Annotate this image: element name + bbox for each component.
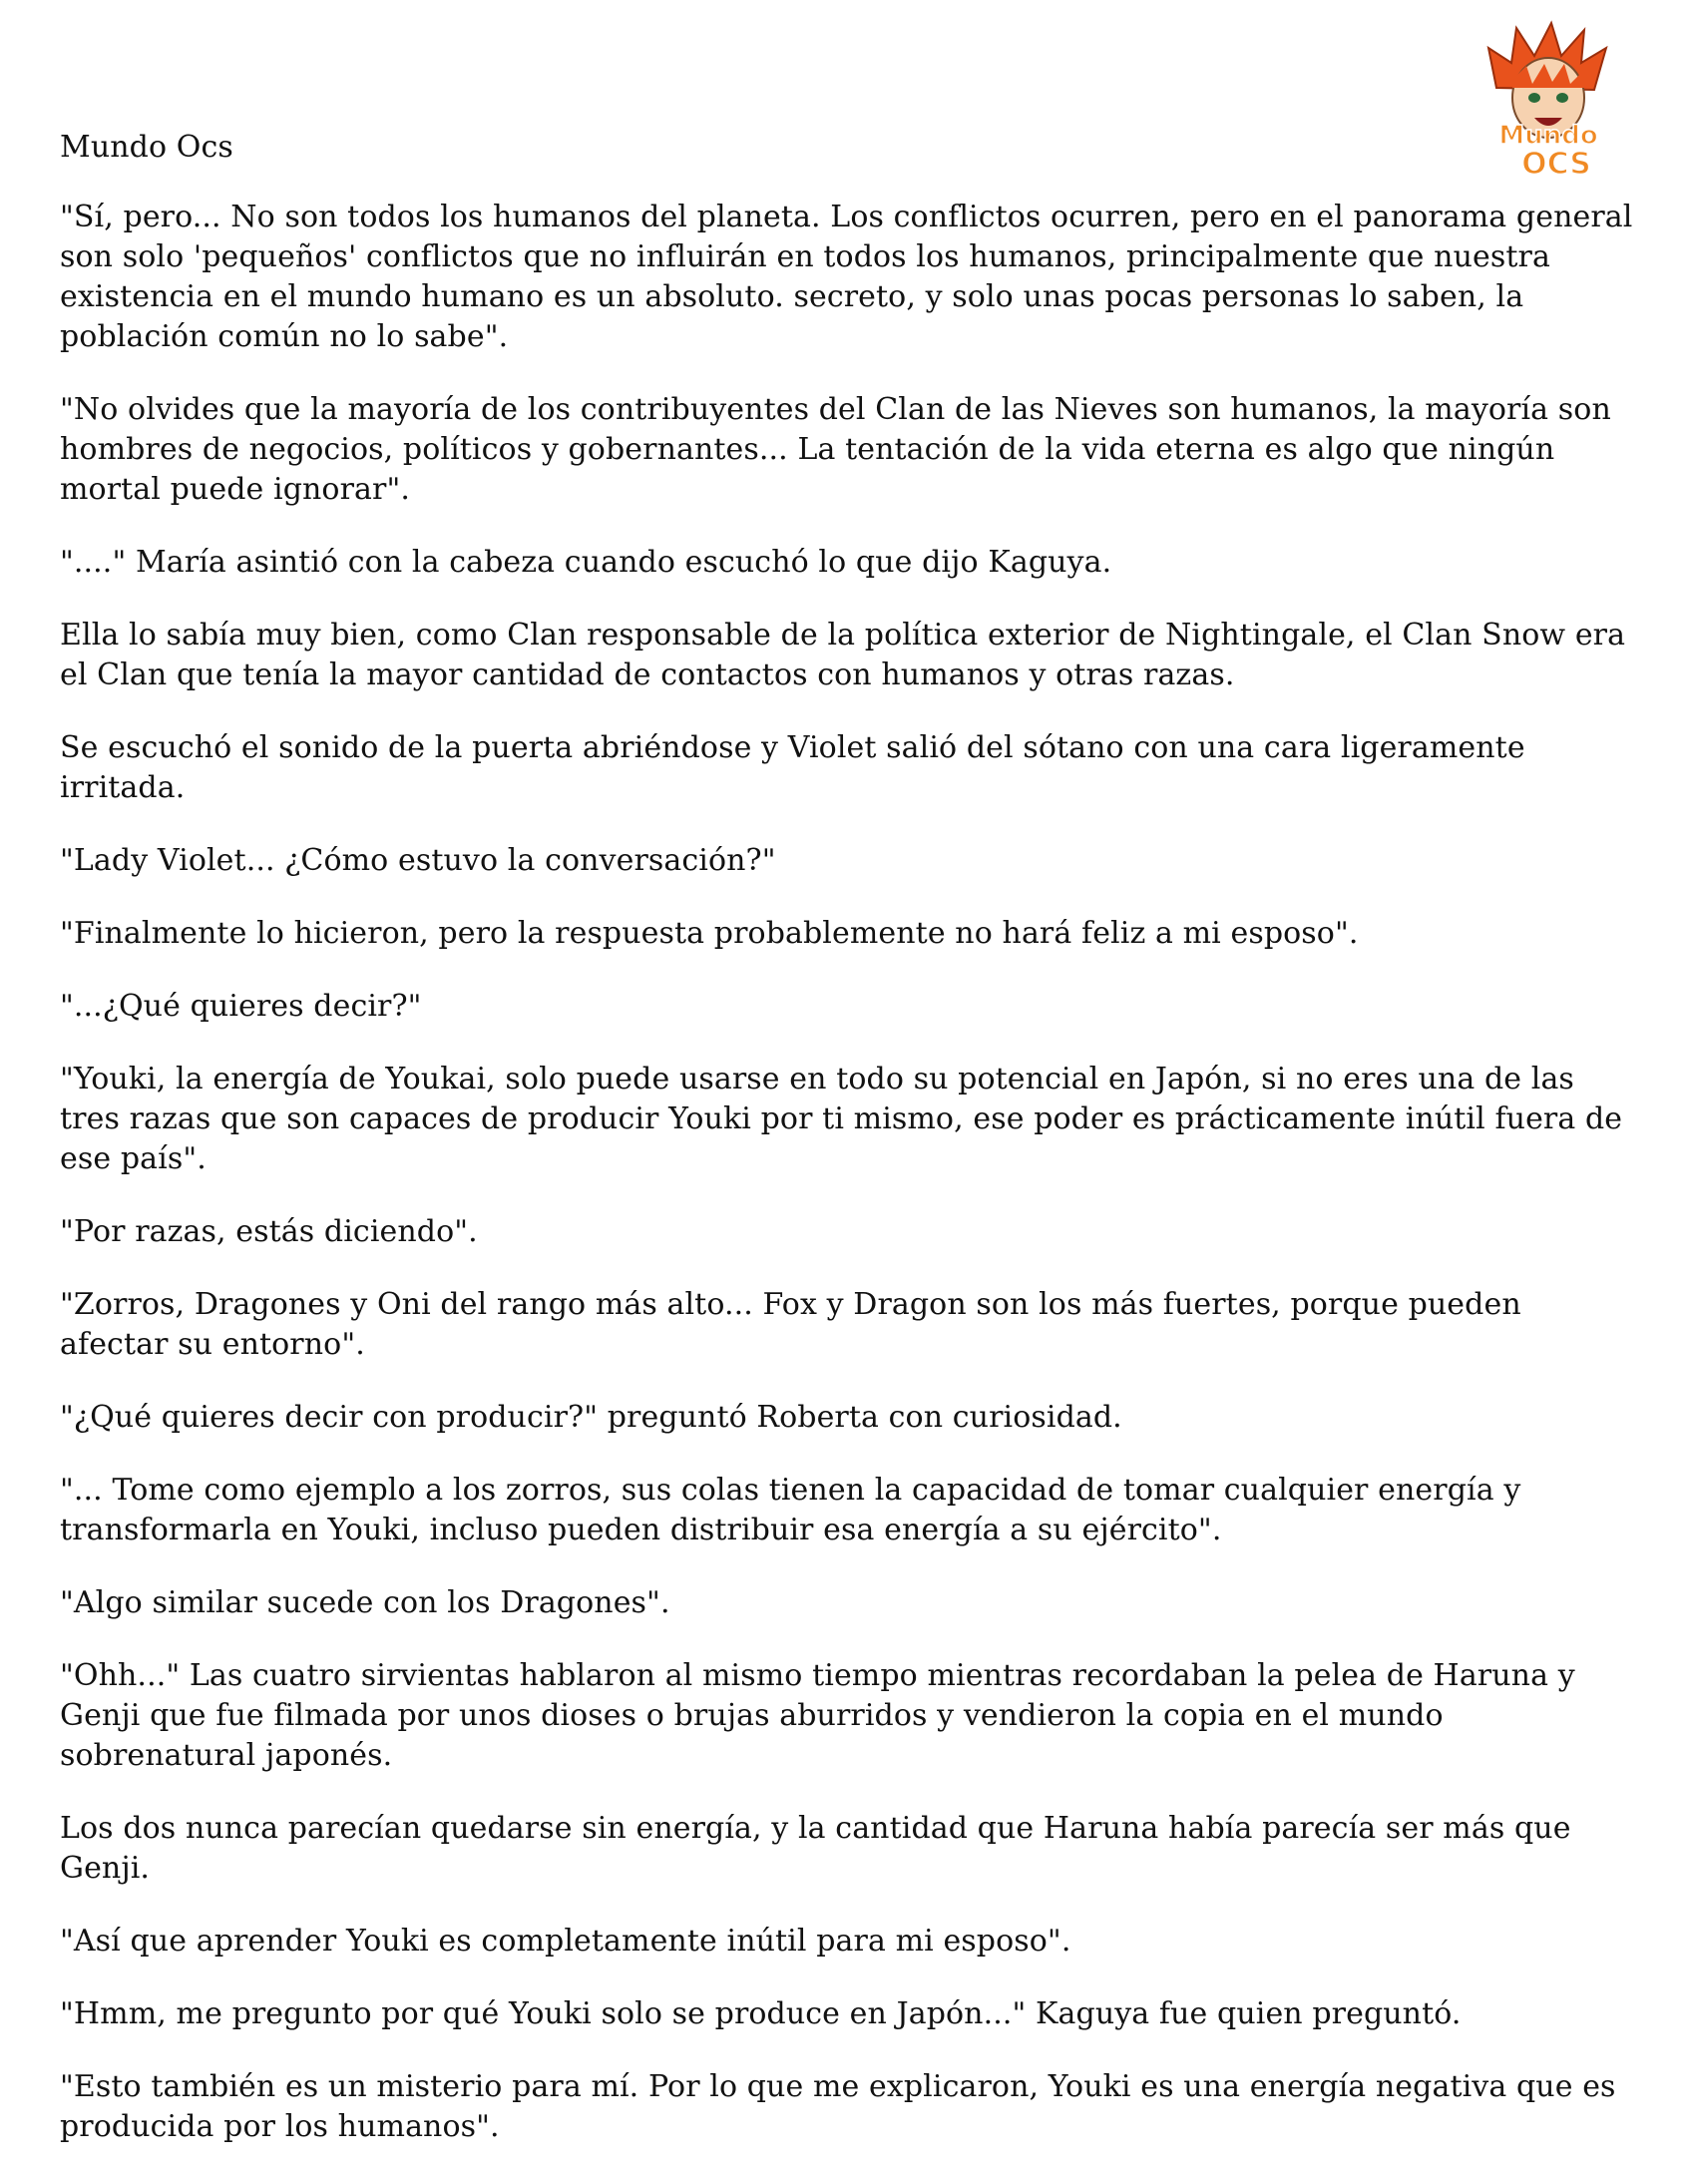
paragraph: Se escuchó el sonido de la puerta abriéndose y Violet salió del sótano con una cara ligeramente irritada. <box>60 730 1525 805</box>
logo-text-line2: OCS <box>1521 147 1591 182</box>
document-body <box>60 128 1636 2180</box>
paragraph: "¿Qué quieres decir con producir?" preguntó Roberta con curiosidad. <box>60 1400 1122 1435</box>
paragraph: "Algo similar sucede con los Dragones". <box>60 1585 670 1620</box>
paragraph: "Así que aprender Youki es completamente inútil para mi esposo". <box>60 1924 1071 1959</box>
paragraph: "...." María asintió con la cabeza cuando escuchó lo que dijo Kaguya. <box>60 545 1112 580</box>
paragraph: "Ohh..." Las cuatro sirvientas hablaron al mismo tiempo mientras recordaban la pelea de Haruna y Genji que fue filmada por unos dioses o brujas aburridos y vendieron la copia en el mundo sobrenatural japonés. <box>60 1658 1575 1773</box>
paragraph: Ella lo sabía muy bien, como Clan responsable de la política exterior de Nightingale, el Clan Snow era el Clan que tenía la mayor cantidad de contactos con humanos y otras razas. <box>60 618 1626 692</box>
paragraph: "Lady Violet... ¿Cómo estuvo la conversación?" <box>60 843 776 878</box>
paragraph: "Hmm, me pregunto por qué Youki solo se produce en Japón..." Kaguya fue quien preguntó. <box>60 1996 1462 2031</box>
paragraph: "Esto también es un misterio para mí. Por lo que me explicaron, Youki es una energía negativa que es producida por los humanos". <box>60 2069 1616 2144</box>
paragraph: "Finalmente lo hicieron, pero la respuesta probablemente no hará feliz a mi esposo". <box>60 916 1359 951</box>
paragraph: "...¿Qué quieres decir?" <box>60 989 422 1024</box>
paragraph: "Zorros, Dragones y Oni del rango más alto... Fox y Dragon son los más fuertes, porque pueden afectar su entorno". <box>60 1287 1521 1362</box>
paragraph: Los dos nunca parecían quedarse sin energía, y la cantidad que Haruna había parecía ser más que Genji. <box>60 1811 1571 1886</box>
paragraph: "No olvides que la mayoría de los contribuyentes del Clan de las Nieves son humanos, la mayoría son hombres de negocios, políticos y gobernantes... La tentación de la vida eterna es algo que ningún mortal puede ignorar". <box>60 392 1611 507</box>
paragraph: "Sí, pero... No son todos los humanos del planeta. Los conflictos ocurren, pero en el panorama general son solo 'pequeños' conflictos que no influirán en todos los humanos, principalmente que nuestra existencia en el mundo humano es un absoluto. secreto, y solo unas pocas personas lo saben, la población común no lo sabe". <box>60 200 1633 354</box>
paragraph: "... Tome como ejemplo a los zorros, sus colas tienen la capacidad de tomar cualquier energía y transformarla en Youki, incluso pueden distribuir esa energía a su ejército". <box>60 1473 1521 1547</box>
paragraph: "Youki, la energía de Youkai, solo puede usarse en todo su potencial en Japón, si no eres una de las tres razas que son capaces de producir Youki por ti mismo, ese poder es prácticamente inútil fuera de ese país". <box>60 1062 1623 1176</box>
logo-text-line1: Mundo <box>1498 121 1598 151</box>
site-header: Mundo Ocs <box>60 130 233 165</box>
paragraph: "Por razas, estás diciendo". <box>60 1214 478 1249</box>
